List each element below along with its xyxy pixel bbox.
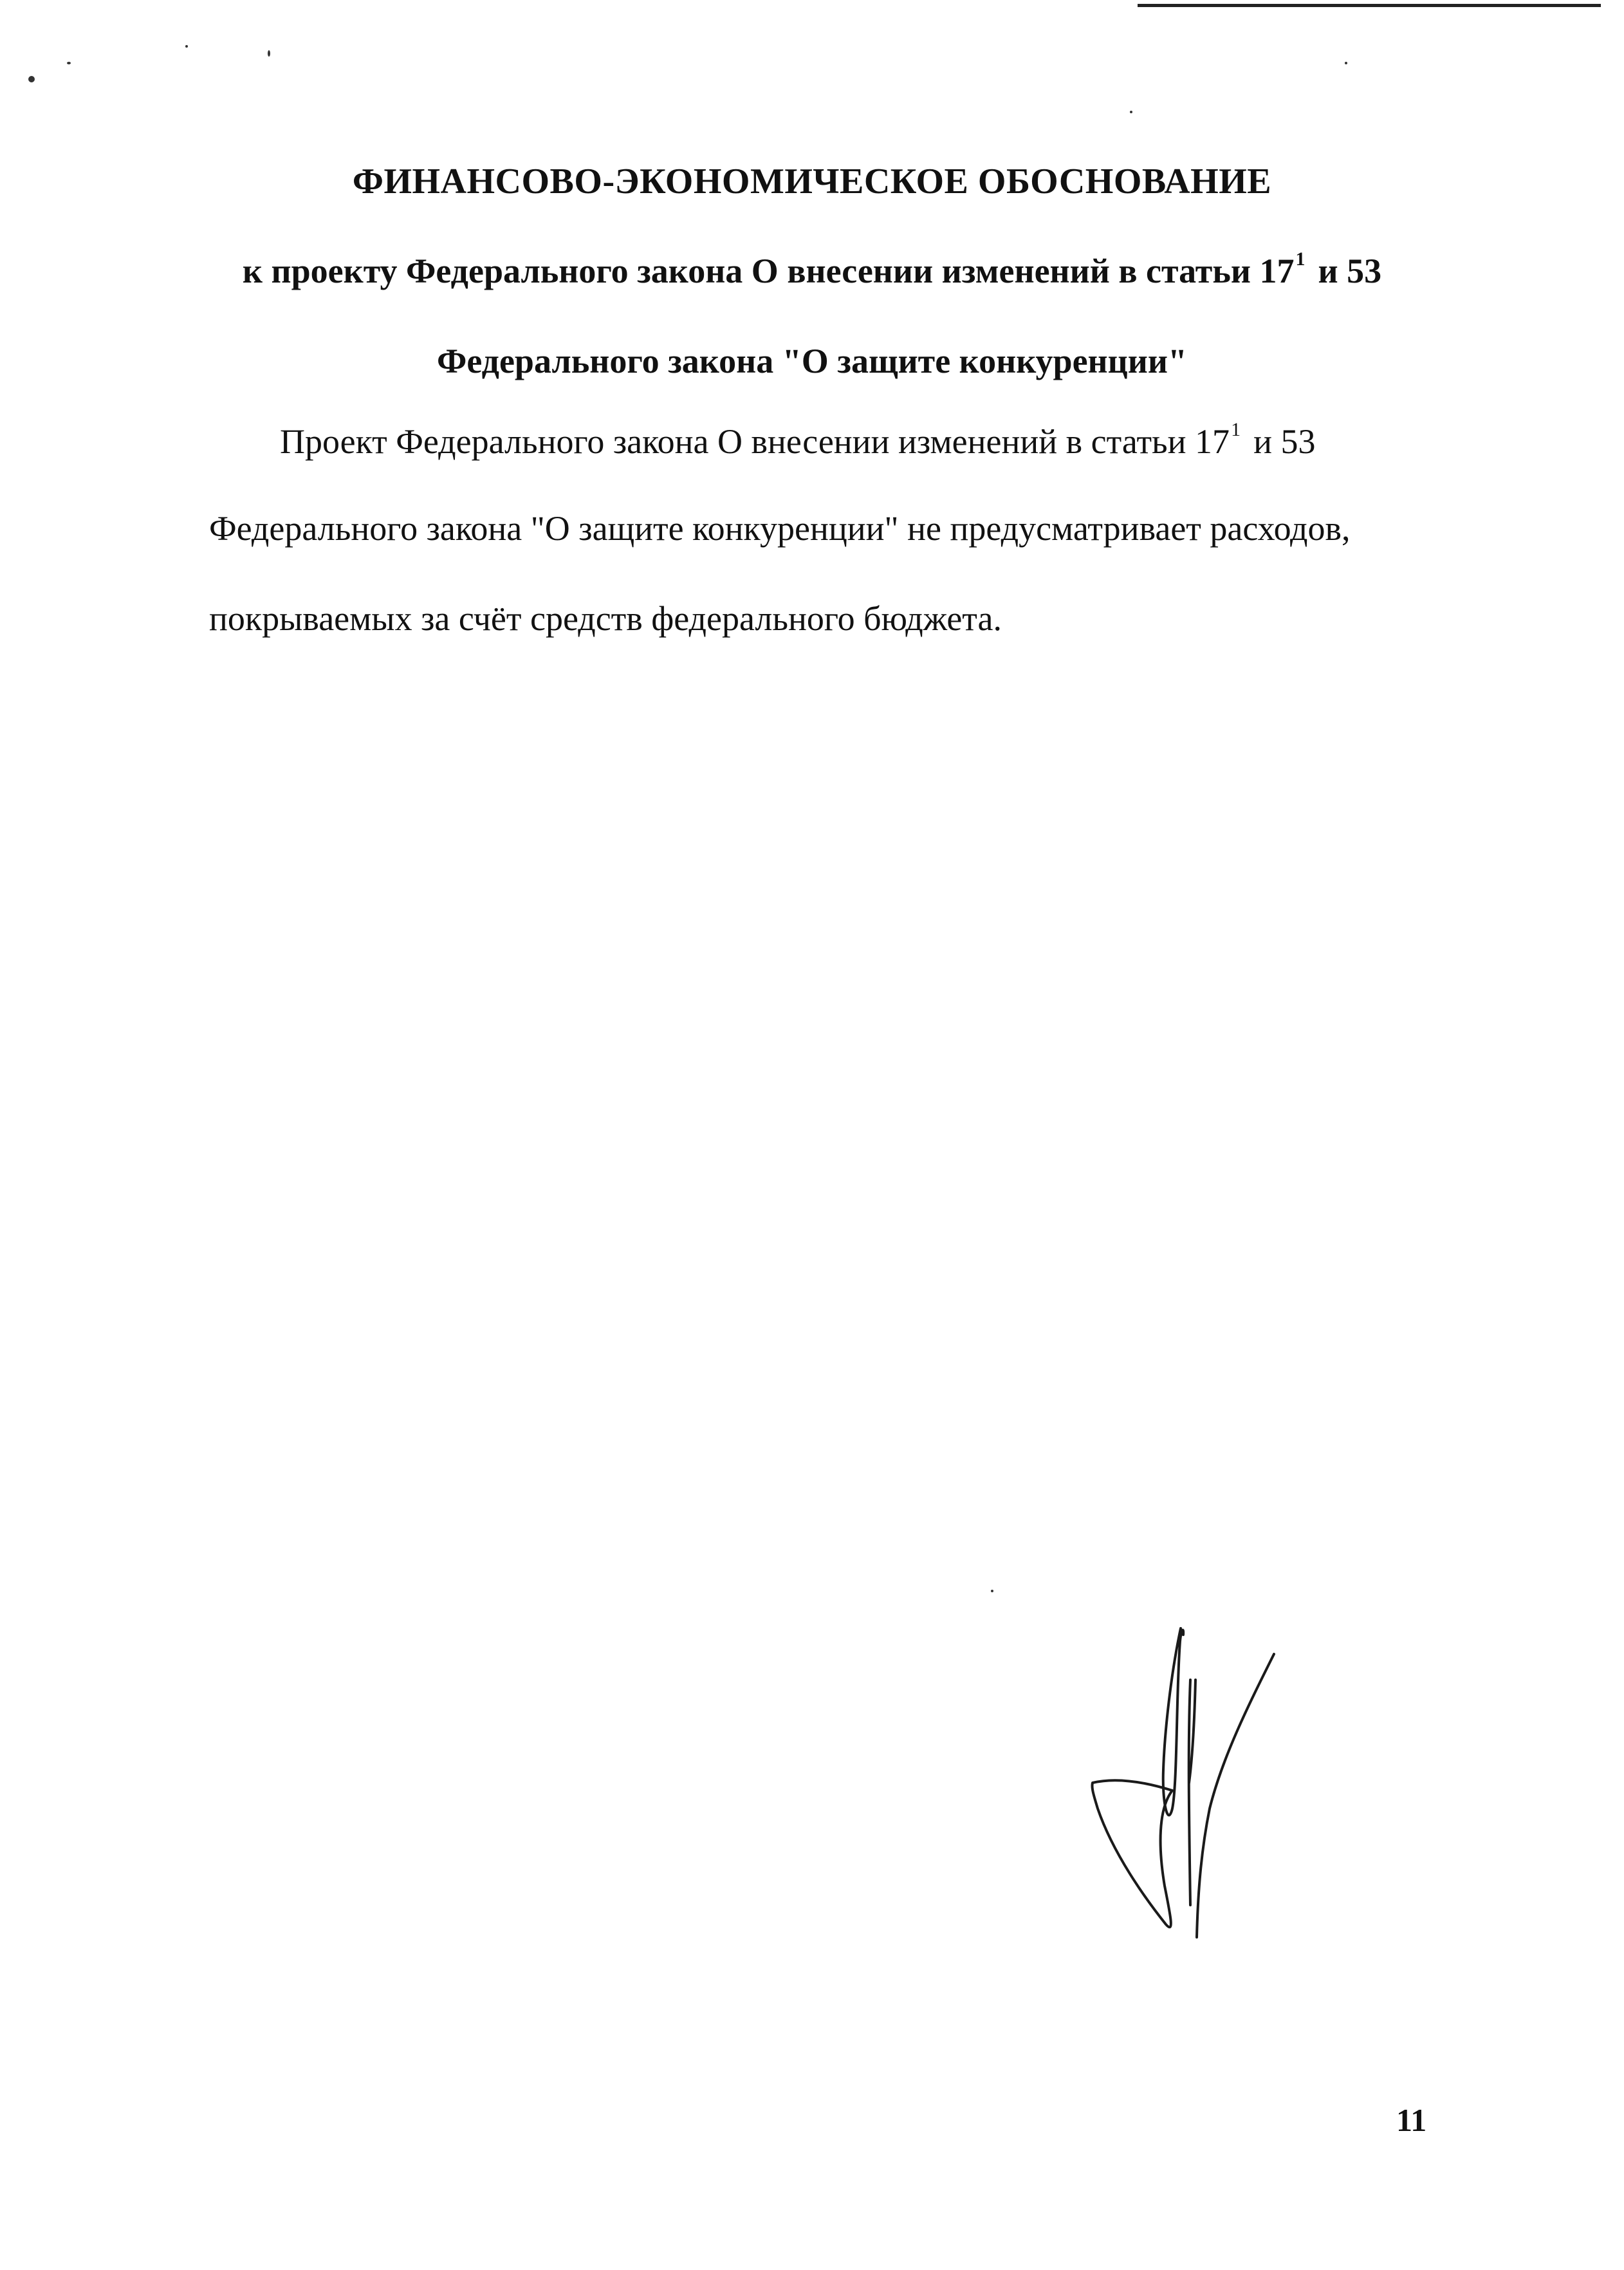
scan-speck: [268, 50, 270, 57]
document-subtitle-line-2: Федерального закона "О защите конкуренции": [437, 342, 1187, 380]
scan-speck: [991, 1590, 993, 1592]
scan-speck: [67, 62, 71, 64]
scan-speck: [185, 45, 188, 48]
scan-speck: [1345, 62, 1347, 64]
scan-speck: [1130, 111, 1132, 113]
body-superscript: 1: [1231, 419, 1241, 440]
top-rule: [1138, 4, 1601, 7]
subtitle-text: к проекту Федерального закона О внесении изменений в статьи 17: [242, 252, 1295, 290]
scan-speck: [28, 76, 35, 82]
subtitle-text-end: и 53: [1318, 252, 1382, 290]
document-title: ФИНАНСОВО-ЭКОНОМИЧЕСКОЕ ОБОСНОВАНИЕ: [352, 162, 1272, 201]
page-number: 11: [1396, 2102, 1427, 2138]
subtitle-superscript: 1: [1295, 248, 1306, 270]
body-paragraph-line-1: [280, 419, 1316, 461]
handwritten-signature: [1062, 1615, 1332, 1950]
body-paragraph-line-3: покрываемых за счёт средств федерального бюджета.: [209, 599, 1002, 638]
body-paragraph-line-2: Федерального закона "О защите конкуренции" не предусматривает расходов,: [209, 509, 1351, 548]
body-text: Проект Федерального закона О внесении изменений в статьи 17: [280, 422, 1230, 461]
body-text-end: и 53: [1253, 422, 1316, 461]
document-subtitle-line-1: [0, 248, 1624, 291]
